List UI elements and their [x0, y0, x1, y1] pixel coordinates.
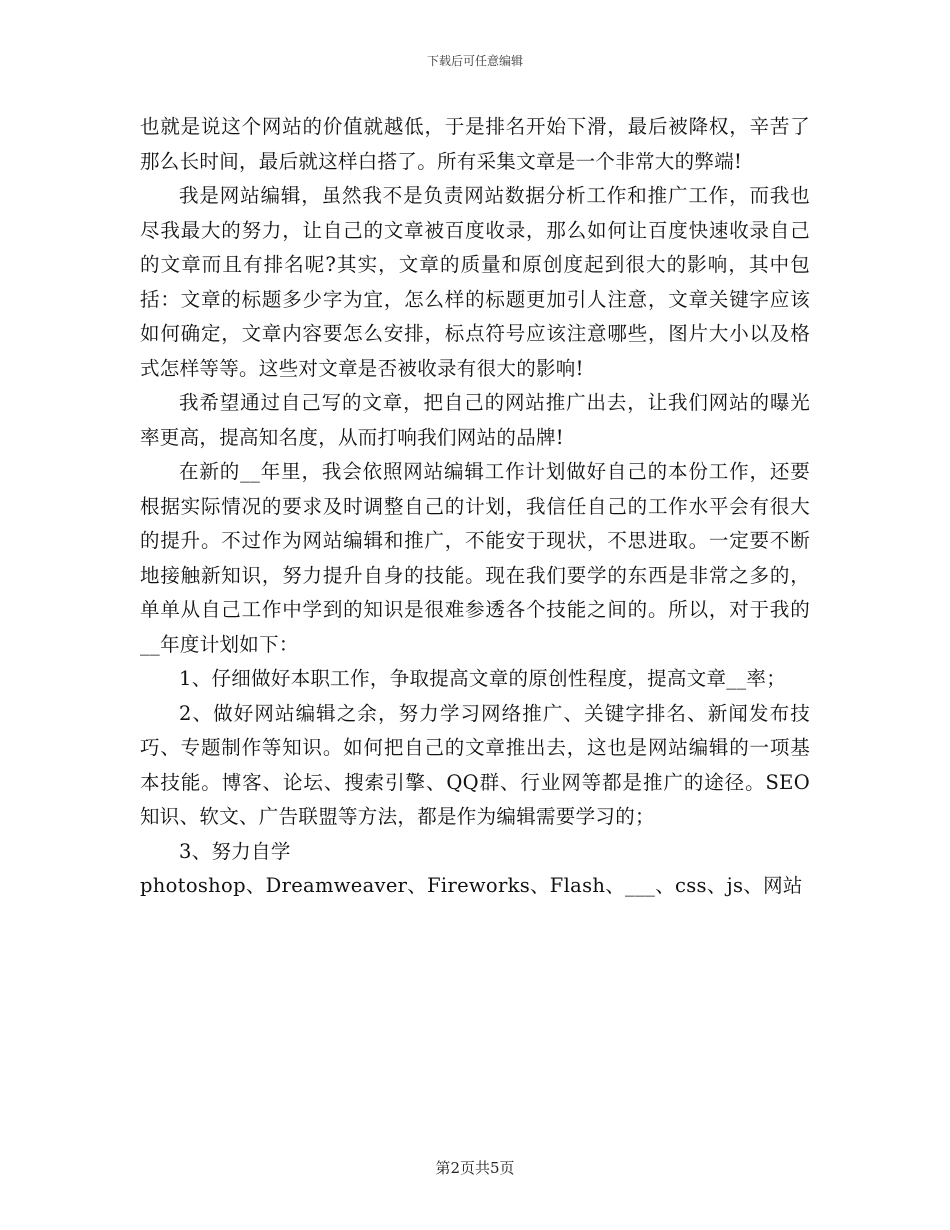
- plan-item-1: 1、仔细做好本职工作，争取提高文章的原创性程度，提高文章__率；: [179, 667, 787, 690]
- paragraph-3: 我希望通过自己写的文章，把自己的网站推广出去，让我们网站的曝光率更高，提高知名度，从而打响我们网站的品牌!: [140, 391, 810, 449]
- paragraph-2: 我是网站编辑，虽然我不是负责网站数据分析工作和推广工作，而我也尽我最大的努力，让自己的文章被百度收录，那么如何让百度快速收录自己的文章而且有排名呢?其实，文章的质量和原创度起到很大的影响，其中包括：文章的标题多少字为宜，怎么样的标题更加引人注意，文章关键字应该如何确定，文章内容要怎么安排，标点符号应该注意哪些，图片大小以及格式怎样等等。这些对文章是否被收录有很大的影响!: [140, 184, 810, 380]
- page-number: 第2页共5页: [435, 1159, 515, 1177]
- plan-item-2: 2、做好网站编辑之余，努力学习网络推广、关键字排名、新闻发布技巧、专题制作等知识。如何把自己的文章推出去，这也是网站编辑的一项基本技能。博客、论坛、搜索引擎、QQ群、行业网等都是推广的途径。SEO知识、软文、广告联盟等方法，都是作为编辑需要学习的；: [140, 701, 810, 828]
- document-body: [140, 110, 810, 904]
- page-header-note: 下载后可任意编辑: [426, 54, 523, 68]
- plan-item-3-continued: photoshop、Dreamweaver、Fireworks、Flash、___、css、js、网站: [140, 874, 803, 897]
- plan-item-3: 3、努力自学: [179, 839, 291, 863]
- paragraph-4: 在新的__年里，我会依照网站编辑工作计划做好自己的本份工作，还要根据实际情况的要求及时调整自己的计划，我信任自己的工作水平会有很大的提升。不过作为网站编辑和推广，不能安于现状，不思进取。一定要不断地接触新知识，努力提升自身的技能。现在我们要学的东西是非常之多的，单单从自己工作中学到的知识是很难参透各个技能之间的。所以，对于我的__年度计划如下：: [140, 460, 810, 656]
- paragraph-1: 也就是说这个网站的价值就越低，于是排名开始下滑，最后被降权，辛苦了那么长时间，最后就这样白搭了。所有采集文章是一个非常大的弊端!: [140, 115, 810, 173]
